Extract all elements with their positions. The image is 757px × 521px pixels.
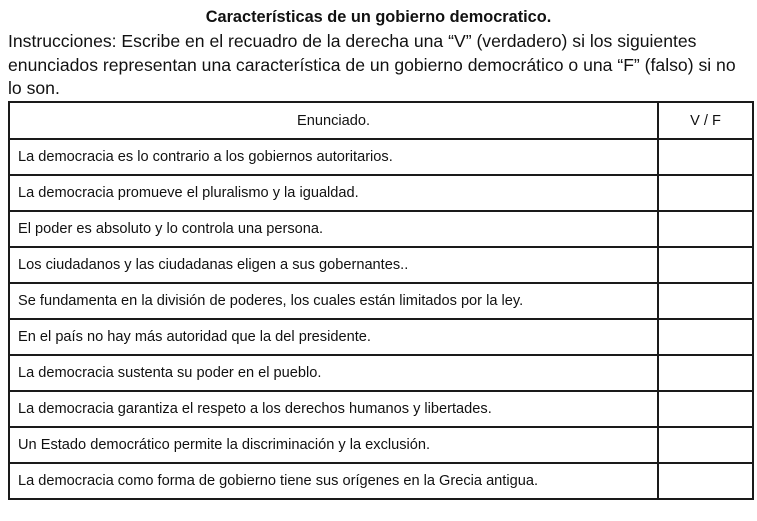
table-row [9,283,753,319]
table-row [9,139,753,175]
answer-input[interactable] [659,355,756,391]
answer-input[interactable] [659,463,756,499]
instructions-text: Instrucciones: Escribe en el recuadro de la derecha una “V” (verdadero) si los siguientes enunciados representan una característica de un gobierno democrático o una “F” (falso) si no lo son. [8,31,736,98]
table-row [9,427,753,463]
answer-cell[interactable] [658,247,753,283]
header-statement: Enunciado. [9,102,658,139]
statement-cell: El poder es absoluto y lo controla una persona. [9,211,658,247]
statement-cell: Los ciudadanos y las ciudadanas eligen a sus gobernantes.. [9,247,658,283]
header-true-false: V / F [658,102,753,139]
answer-input[interactable] [659,283,756,319]
table-header-row [9,102,753,139]
statement-cell: En el país no hay más autoridad que la del presidente. [9,319,658,355]
statement-cell: La democracia es lo contrario a los gobiernos autoritarios. [9,139,658,175]
answer-input[interactable] [659,211,756,247]
answer-cell[interactable] [658,319,753,355]
answer-input[interactable] [659,391,756,427]
table-row [9,319,753,355]
answer-cell[interactable] [658,139,753,175]
table-row [9,463,753,499]
answer-cell[interactable] [658,427,753,463]
statement-cell: La democracia promueve el pluralismo y la igualdad. [9,175,658,211]
answer-input[interactable] [659,175,756,211]
table-row [9,175,753,211]
answer-cell[interactable] [658,175,753,211]
table-row [9,391,753,427]
answer-input[interactable] [659,319,756,355]
answer-input[interactable] [659,139,756,175]
table-row [9,211,753,247]
answer-cell[interactable] [658,391,753,427]
table-row [9,355,753,391]
answer-cell[interactable] [658,355,753,391]
answer-cell[interactable] [658,211,753,247]
answer-cell[interactable] [658,463,753,499]
worksheet-title: Características de un gobierno democratico. [205,7,552,26]
statement-cell: La democracia como forma de gobierno tiene sus orígenes en la Grecia antigua. [9,463,658,499]
statement-cell: La democracia sustenta su poder en el pueblo. [9,355,658,391]
answer-input[interactable] [659,247,756,283]
answer-cell[interactable] [658,283,753,319]
statements-table [8,101,754,500]
statement-cell: La democracia garantiza el respeto a los derechos humanos y libertades. [9,391,658,427]
table-row [9,247,753,283]
statement-cell: Un Estado democrático permite la discriminación y la exclusión. [9,427,658,463]
statement-cell: Se fundamenta en la división de poderes, los cuales están limitados por la ley. [9,283,658,319]
answer-input[interactable] [659,427,756,463]
